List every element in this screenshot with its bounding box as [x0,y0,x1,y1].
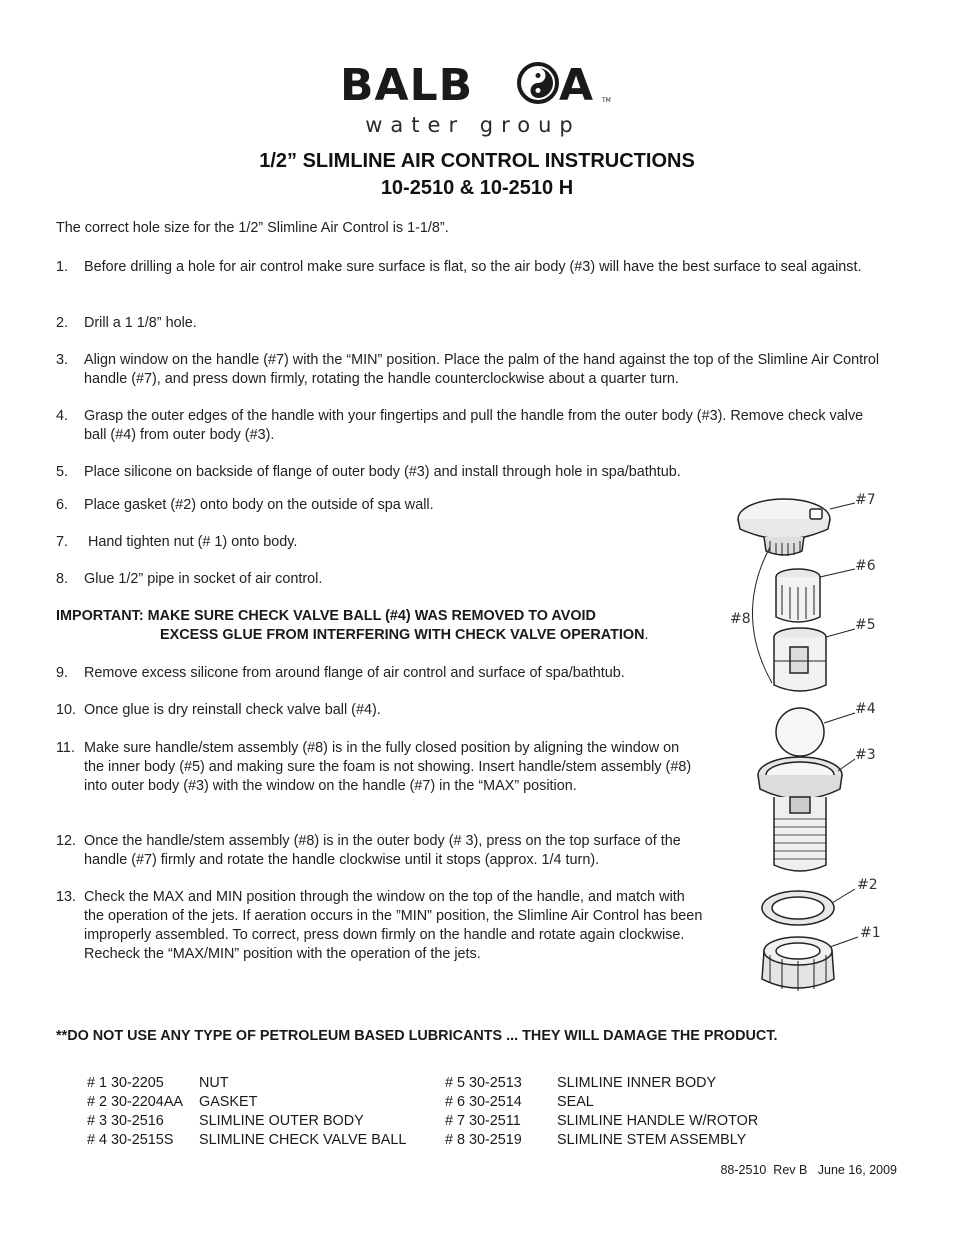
step-text: Grasp the outer edges of the handle with your fingertips and pull the handle from the outer body (#3). Remove check valve ball (#4) from outer body (#3). [84,408,864,443]
step-text: Remove excess silicone from around flange of air control and surface of spa/bathtub. [84,665,625,681]
part-description: SLIMLINE INNER BODY [557,1075,717,1091]
logo-subtitle: water group [365,113,581,137]
logo-brand-text: BALB [340,60,474,108]
gasket-part [762,891,834,925]
part-description: NUT [199,1075,229,1091]
step-6 [56,496,706,515]
step-number: 9. [56,665,69,681]
part-description: SEAL [557,1094,594,1110]
step-number: 4. [56,408,69,424]
step-number: 10. [56,702,77,718]
part-description: SLIMLINE CHECK VALVE BALL [199,1132,407,1148]
part-row [445,1112,805,1131]
callout-8: #8 [730,611,751,627]
step-text: Place silicone on backside of flange of outer body (#3) and install through hole in spa/bathtub. [84,464,681,480]
step-3 [56,351,886,389]
part-row [87,1093,427,1112]
callout-7: #7 [855,492,876,508]
part-description: GASKET [199,1094,258,1110]
callout-5: #5 [855,617,876,633]
step-2 [56,314,886,333]
part-number: # 4 30-2515S [87,1132,174,1148]
step-number: 8. [56,571,69,587]
step-11 [56,739,701,796]
step-7 [56,533,706,552]
part-row [87,1131,427,1150]
nut-part [762,937,834,991]
step-4 [56,407,886,445]
step-12 [56,832,706,870]
step-text: Glue 1/2” pipe in socket of air control. [84,571,323,587]
yin-yang-icon [519,64,557,102]
part-number: # 3 30-2516 [87,1113,164,1129]
trademark-mark: TM [602,97,611,104]
part-row [87,1112,427,1131]
intro-text: The correct hole size for the 1/2” Slimline Air Control is 1-1/8”. [56,220,449,236]
parts-list-left [87,1074,427,1150]
part-row [445,1074,805,1093]
part-row [445,1093,805,1112]
part-description: SLIMLINE OUTER BODY [199,1113,364,1129]
part-number: # 5 30-2513 [445,1075,522,1091]
step-number: 7. [56,534,69,550]
document-title: 1/2” SLIMLINE AIR CONTROL INSTRUCTIONS [259,150,695,172]
part-number: # 8 30-2519 [445,1132,522,1148]
step-text: Align window on the handle (#7) with the “MIN” position. Place the palm of the hand against the top of the Slimline Air Control handle (#7), and press down firmly, rotating the handle counterclockwise about a quarter turn. [84,352,880,387]
callout-4: #4 [855,701,876,717]
step-9 [56,664,706,683]
handle-part [738,499,830,556]
part-description: SLIMLINE HANDLE W/ROTOR [557,1113,759,1129]
part-description: SLIMLINE STEM ASSEMBLY [557,1132,747,1148]
part-number: # 7 30-2511 [445,1113,521,1129]
step-number: 1. [56,259,69,275]
parts-list-right [445,1074,805,1150]
step-number: 11. [56,740,75,756]
callout-6: #6 [855,558,876,574]
step-5 [56,463,886,482]
step-text: Check the MAX and MIN position through the window on the top of the handle, and match with the operation of the jets. If aeration occurs in the ”MIN” position, the Slimline Air Control has been improperly assembled. To correct, press down firmly on the handle and rotate again clockwise. Recheck the “MAX/MIN” position with the operation of the jets. [84,889,703,962]
step-10 [56,701,706,720]
step-text: Once the handle/stem assembly (#8) is in the outer body (# 3), press on the top surface of the handle (#7) firmly and rotate the handle clockwise until it stops (approx. 1/4 turn). [84,833,681,868]
step-text: Drill a 1 1/8” hole. [84,315,197,331]
part-number: # 6 30-2514 [445,1094,522,1110]
part-row [445,1131,805,1150]
callout-2: #2 [857,877,878,893]
step-number: 13. [56,889,77,905]
step-text: Once glue is dry reinstall check valve ball (#4). [84,702,381,718]
outer-body-part [758,757,842,871]
step-text: Hand tighten nut (# 1) onto body. [84,534,298,550]
step-text: Place gasket (#2) onto body on the outside of spa wall. [84,497,434,513]
document-revision: 88-2510 Rev B June 16, 2009 [720,1163,897,1177]
important-notice [56,607,649,645]
step-13 [56,888,706,964]
step-text: Before drilling a hole for air control make sure surface is flat, so the air body (#3) will have the best surface to seal against. [84,259,862,275]
step-number: 5. [56,464,69,480]
part-number: # 1 30-2205 [87,1075,164,1091]
seal-part [776,569,820,622]
document-model-numbers: 10-2510 & 10-2510 H [380,177,574,199]
step-1 [56,258,886,277]
check-valve-ball-part [776,708,824,756]
step-number: 2. [56,315,69,331]
important-line-2: EXCESS GLUE FROM INTERFERING WITH CHECK VALVE OPERATION [160,627,645,643]
step-text: Make sure handle/stem assembly (#8) is in the fully closed position by aligning the window on the inner body (#5) and making sure the foam is not showing. Insert handle/stem assembly (#8) into outer body (#3) with the window on the handle (#7) in the “MAX” position. [84,740,692,794]
logo-brand-end: A [559,60,594,108]
part-number: # 2 30-2204AA [87,1094,184,1110]
important-line-2-period: . [644,627,649,643]
lubricant-warning: **DO NOT USE ANY TYPE OF PETROLEUM BASED LUBRICANTS ... THEY WILL DAMAGE THE PRODUCT. [56,1028,778,1044]
callout-3: #3 [855,747,876,763]
parts-diagram [720,485,920,1005]
balboa-logo [340,58,620,108]
step-number: 12. [56,833,77,849]
important-line-1: IMPORTANT: MAKE SURE CHECK VALVE BALL (#4) WAS REMOVED TO AVOID [56,608,596,624]
step-8 [56,570,706,589]
step-number: 6. [56,497,69,513]
step-number: 3. [56,352,69,368]
part-row [87,1074,427,1093]
callout-1: #1 [860,925,881,941]
inner-body-part [774,628,826,691]
